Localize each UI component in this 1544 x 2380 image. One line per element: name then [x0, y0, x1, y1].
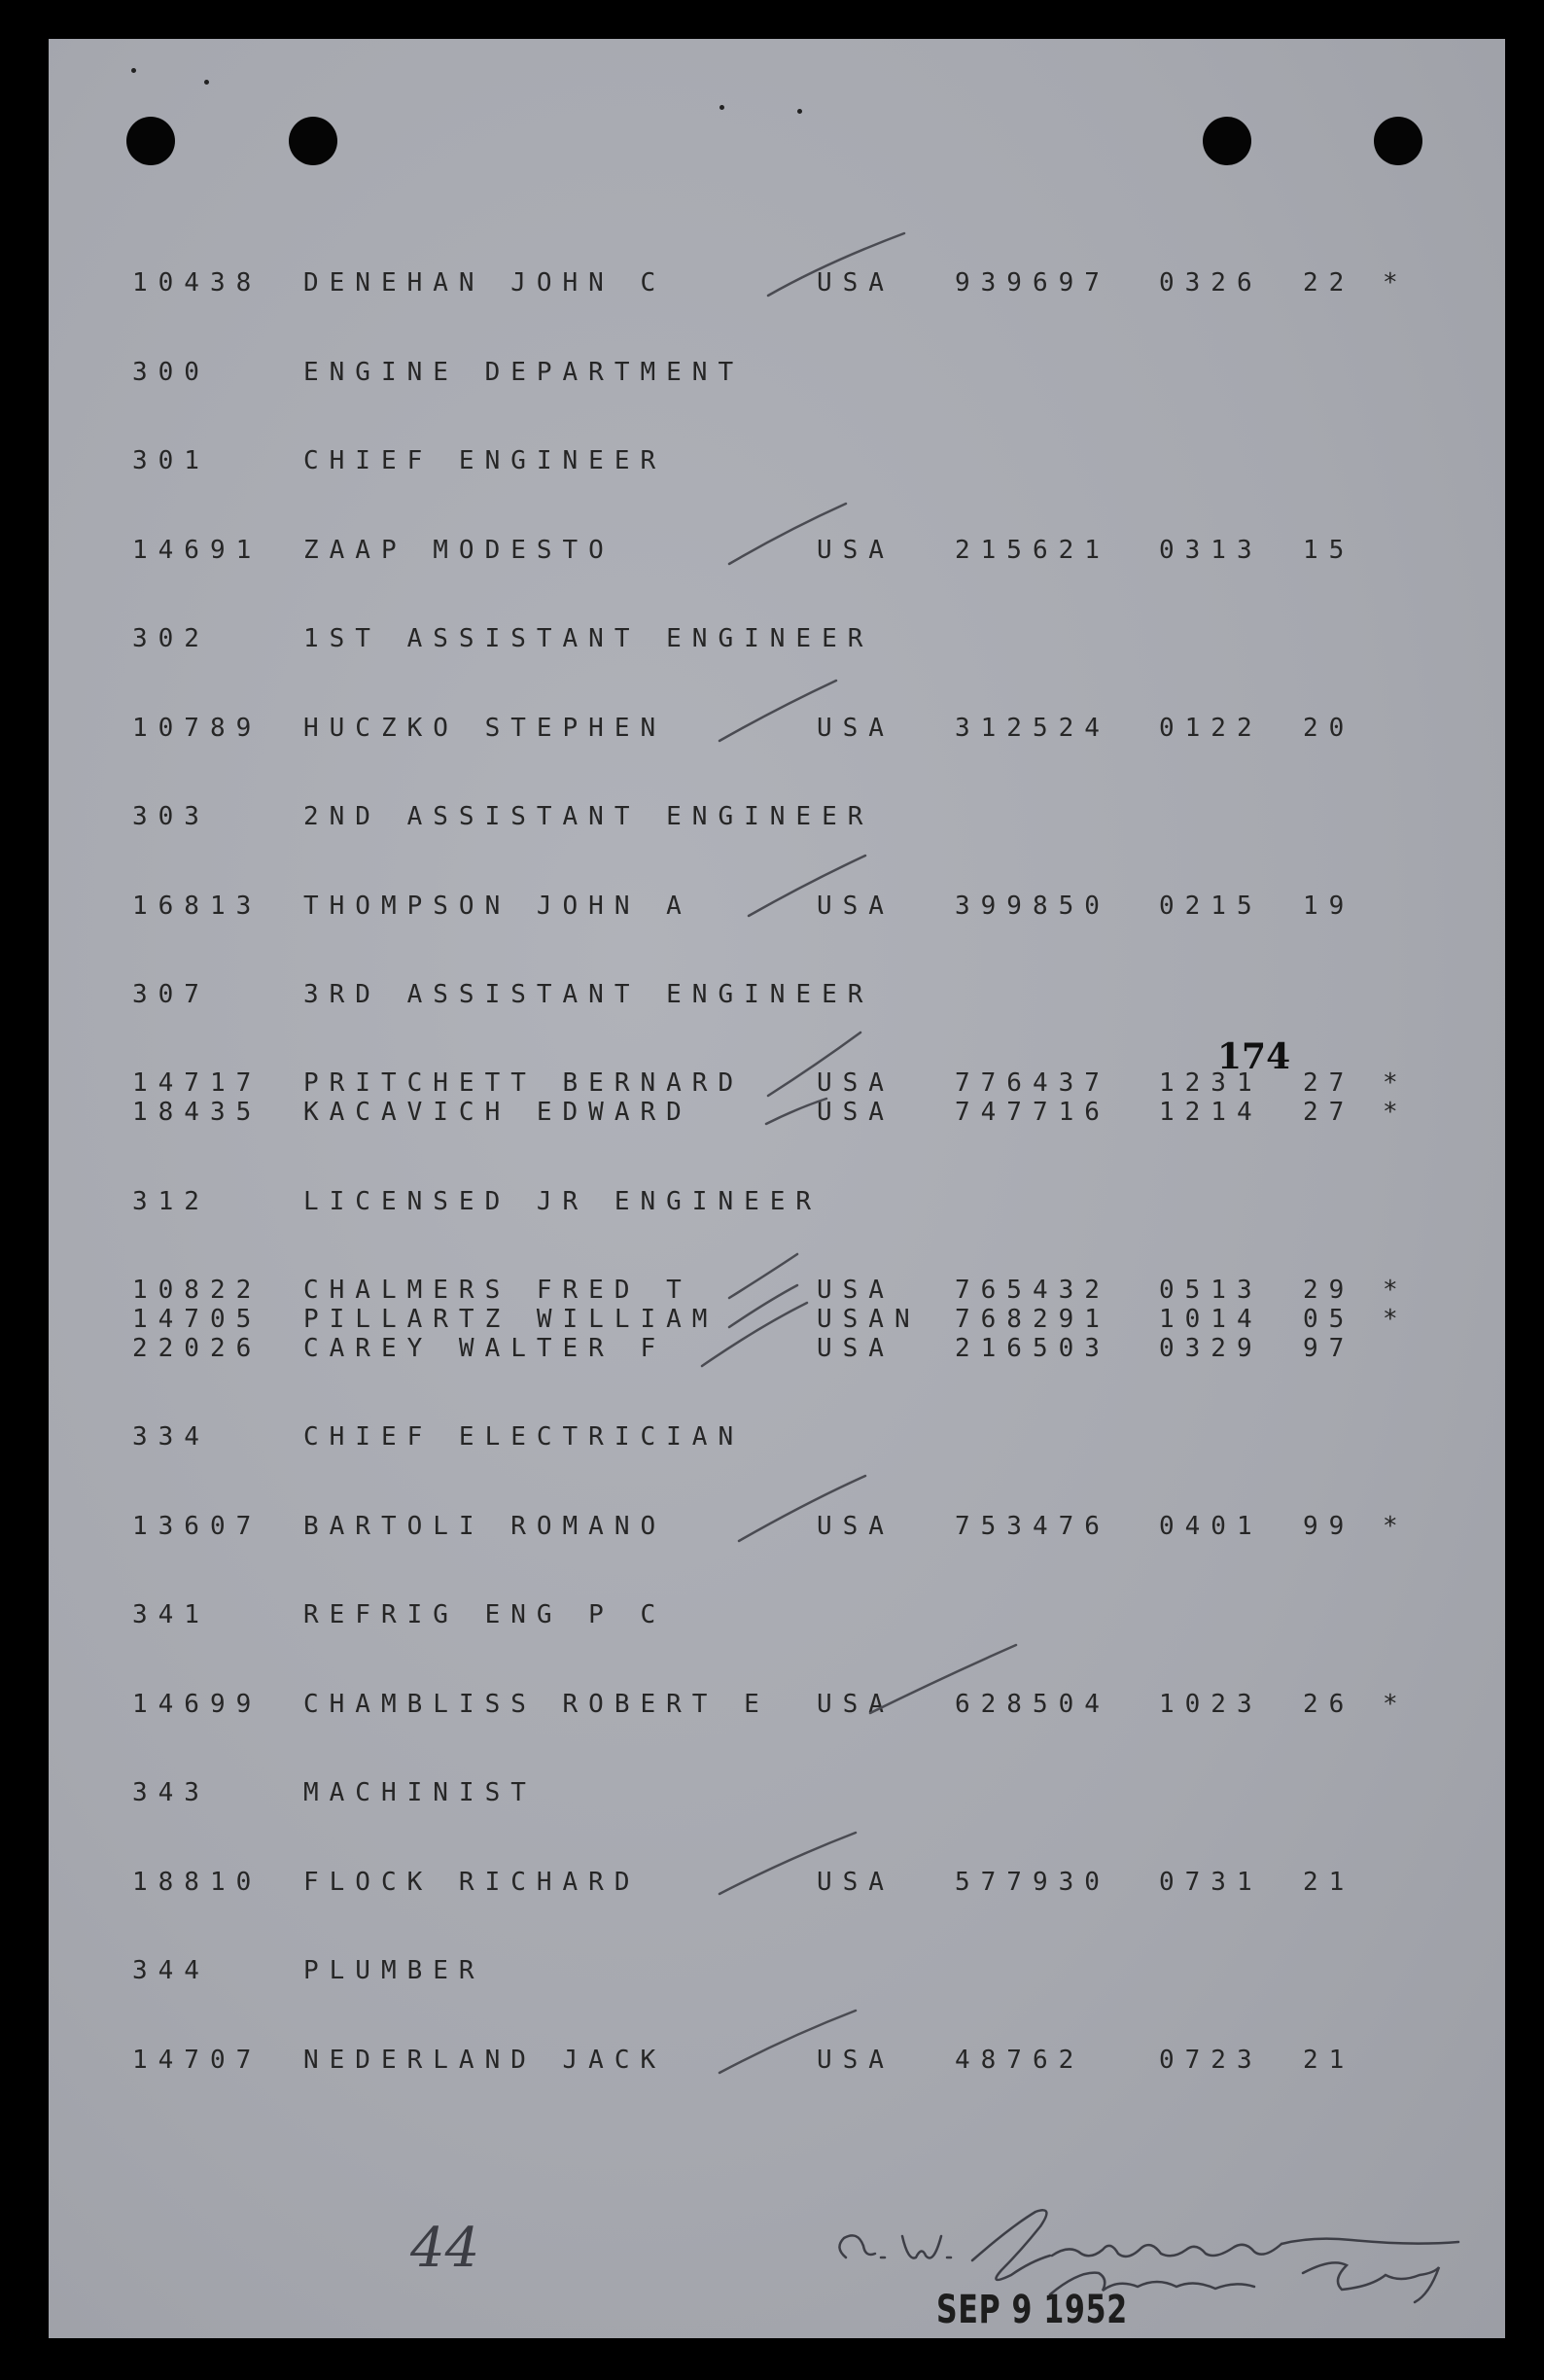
birth-date: 0122 [1159, 714, 1263, 743]
age: 26 [1303, 1690, 1355, 1719]
document-number: 215621 [955, 536, 1110, 565]
check-mark [719, 681, 836, 741]
section-title: REFRIG ENG P C [303, 1600, 667, 1629]
age: 29 [1303, 1276, 1355, 1305]
document-number: 399850 [955, 892, 1110, 921]
document-number: 939697 [955, 268, 1110, 298]
document-page [49, 39, 1505, 2338]
citizenship: USA [817, 2046, 895, 2075]
check-marks [49, 39, 1505, 2338]
check-mark [870, 1645, 1016, 1713]
asterisk-mark: * [1383, 1098, 1409, 1127]
crew-code: 14691 [132, 536, 263, 565]
asterisk-mark: * [1383, 268, 1409, 298]
date-stamp: SEP 9 1952 [936, 2288, 1128, 2332]
crew-code: 14717 [132, 1068, 263, 1098]
section-title: PLUMBER [303, 1956, 485, 1985]
handwritten-number: 44 [410, 2217, 480, 2280]
age: 97 [1303, 1334, 1355, 1363]
check-mark [766, 1099, 826, 1124]
crew-code: 14699 [132, 1690, 263, 1719]
birth-date: 1214 [1159, 1098, 1263, 1127]
crew-name: ZAAP MODESTO [303, 536, 614, 565]
age: 22 [1303, 268, 1355, 298]
crew-name: PRITCHETT BERNARD [303, 1068, 745, 1098]
check-mark [739, 1476, 865, 1541]
birth-date: 0215 [1159, 892, 1263, 921]
age: 05 [1303, 1305, 1355, 1334]
check-mark [719, 2011, 856, 2073]
section-title: 2ND ASSISTANT ENGINEER [303, 802, 874, 831]
section-title: LICENSED JR ENGINEER [303, 1187, 823, 1216]
document-number: 776437 [955, 1068, 1110, 1098]
document-number: 312524 [955, 714, 1110, 743]
asterisk-mark: * [1383, 1068, 1409, 1098]
document-number: 753476 [955, 1512, 1110, 1541]
page-number: 174 [1217, 1036, 1291, 1077]
crew-name: CHAMBLISS ROBERT E [303, 1690, 770, 1719]
crew-code: 18810 [132, 1868, 263, 1897]
birth-date: 0723 [1159, 2046, 1263, 2075]
document-number: 768291 [955, 1305, 1110, 1334]
section-code: 312 [132, 1187, 210, 1216]
birth-date: 0313 [1159, 536, 1263, 565]
citizenship: USA [817, 1334, 895, 1363]
crew-name: CAREY WALTER F [303, 1334, 667, 1363]
birth-date: 1231 [1159, 1068, 1263, 1098]
section-code: 343 [132, 1778, 210, 1807]
age: 27 [1303, 1098, 1355, 1127]
crew-code: 10789 [132, 714, 263, 743]
check-mark [768, 233, 904, 296]
check-mark [749, 856, 865, 916]
citizenship: USAN [817, 1305, 921, 1334]
crew-code: 10822 [132, 1276, 263, 1305]
crew-name: THOMPSON JOHN A [303, 892, 692, 921]
crew-name: PILLARTZ WILLIAM [303, 1305, 719, 1334]
signature [826, 2197, 1468, 2304]
birth-date: 0731 [1159, 1868, 1263, 1897]
section-title: MACHINIST [303, 1778, 537, 1807]
section-code: 301 [132, 446, 210, 475]
section-code: 344 [132, 1956, 210, 1985]
section-title: ENGINE DEPARTMENT [303, 358, 745, 387]
crew-code: 14707 [132, 2046, 263, 2075]
age: 27 [1303, 1068, 1355, 1098]
asterisk-mark: * [1383, 1512, 1409, 1541]
document-number: 216503 [955, 1334, 1110, 1363]
birth-date: 0326 [1159, 268, 1263, 298]
crew-code: 14705 [132, 1305, 263, 1334]
document-number: 628504 [955, 1690, 1110, 1719]
document-number: 765432 [955, 1276, 1110, 1305]
section-code: 334 [132, 1422, 210, 1452]
section-title: 3RD ASSISTANT ENGINEER [303, 980, 874, 1009]
citizenship: USA [817, 1276, 895, 1305]
crew-name: NEDERLAND JACK [303, 2046, 667, 2075]
age: 19 [1303, 892, 1355, 921]
document-number: 577930 [955, 1868, 1110, 1897]
age: 21 [1303, 2046, 1355, 2075]
crew-code: 16813 [132, 892, 263, 921]
crew-name: BARTOLI ROMANO [303, 1512, 667, 1541]
section-title: CHIEF ELECTRICIAN [303, 1422, 745, 1452]
crew-code: 18435 [132, 1098, 263, 1127]
birth-date: 0329 [1159, 1334, 1263, 1363]
age: 21 [1303, 1868, 1355, 1897]
crew-name: CHALMERS FRED T [303, 1276, 692, 1305]
citizenship: USA [817, 1690, 895, 1719]
section-code: 307 [132, 980, 210, 1009]
citizenship: USA [817, 536, 895, 565]
citizenship: USA [817, 1868, 895, 1897]
check-mark [729, 504, 846, 564]
crew-code: 22026 [132, 1334, 263, 1363]
birth-date: 1014 [1159, 1305, 1263, 1334]
asterisk-mark: * [1383, 1690, 1409, 1719]
age: 99 [1303, 1512, 1355, 1541]
check-mark [702, 1303, 807, 1366]
check-mark [719, 1833, 856, 1894]
asterisk-mark: * [1383, 1305, 1409, 1334]
document-number: 48762 [955, 2046, 1085, 2075]
section-title: CHIEF ENGINEER [303, 446, 667, 475]
citizenship: USA [817, 1098, 895, 1127]
crew-code: 13607 [132, 1512, 263, 1541]
crew-name: FLOCK RICHARD [303, 1868, 641, 1897]
section-title: 1ST ASSISTANT ENGINEER [303, 624, 874, 653]
section-code: 341 [132, 1600, 210, 1629]
birth-date: 0513 [1159, 1276, 1263, 1305]
citizenship: USA [817, 1068, 895, 1098]
crew-name: HUCZKO STEPHEN [303, 714, 667, 743]
document-number: 747716 [955, 1098, 1110, 1127]
citizenship: USA [817, 268, 895, 298]
crew-code: 10438 [132, 268, 263, 298]
age: 15 [1303, 536, 1355, 565]
section-code: 303 [132, 802, 210, 831]
check-mark [768, 1032, 860, 1096]
birth-date: 1023 [1159, 1690, 1263, 1719]
section-code: 300 [132, 358, 210, 387]
age: 20 [1303, 714, 1355, 743]
citizenship: USA [817, 714, 895, 743]
crew-name: KACAVICH EDWARD [303, 1098, 692, 1127]
citizenship: USA [817, 1512, 895, 1541]
citizenship: USA [817, 892, 895, 921]
crew-name: DENEHAN JOHN C [303, 268, 667, 298]
section-code: 302 [132, 624, 210, 653]
asterisk-mark: * [1383, 1276, 1409, 1305]
birth-date: 0401 [1159, 1512, 1263, 1541]
